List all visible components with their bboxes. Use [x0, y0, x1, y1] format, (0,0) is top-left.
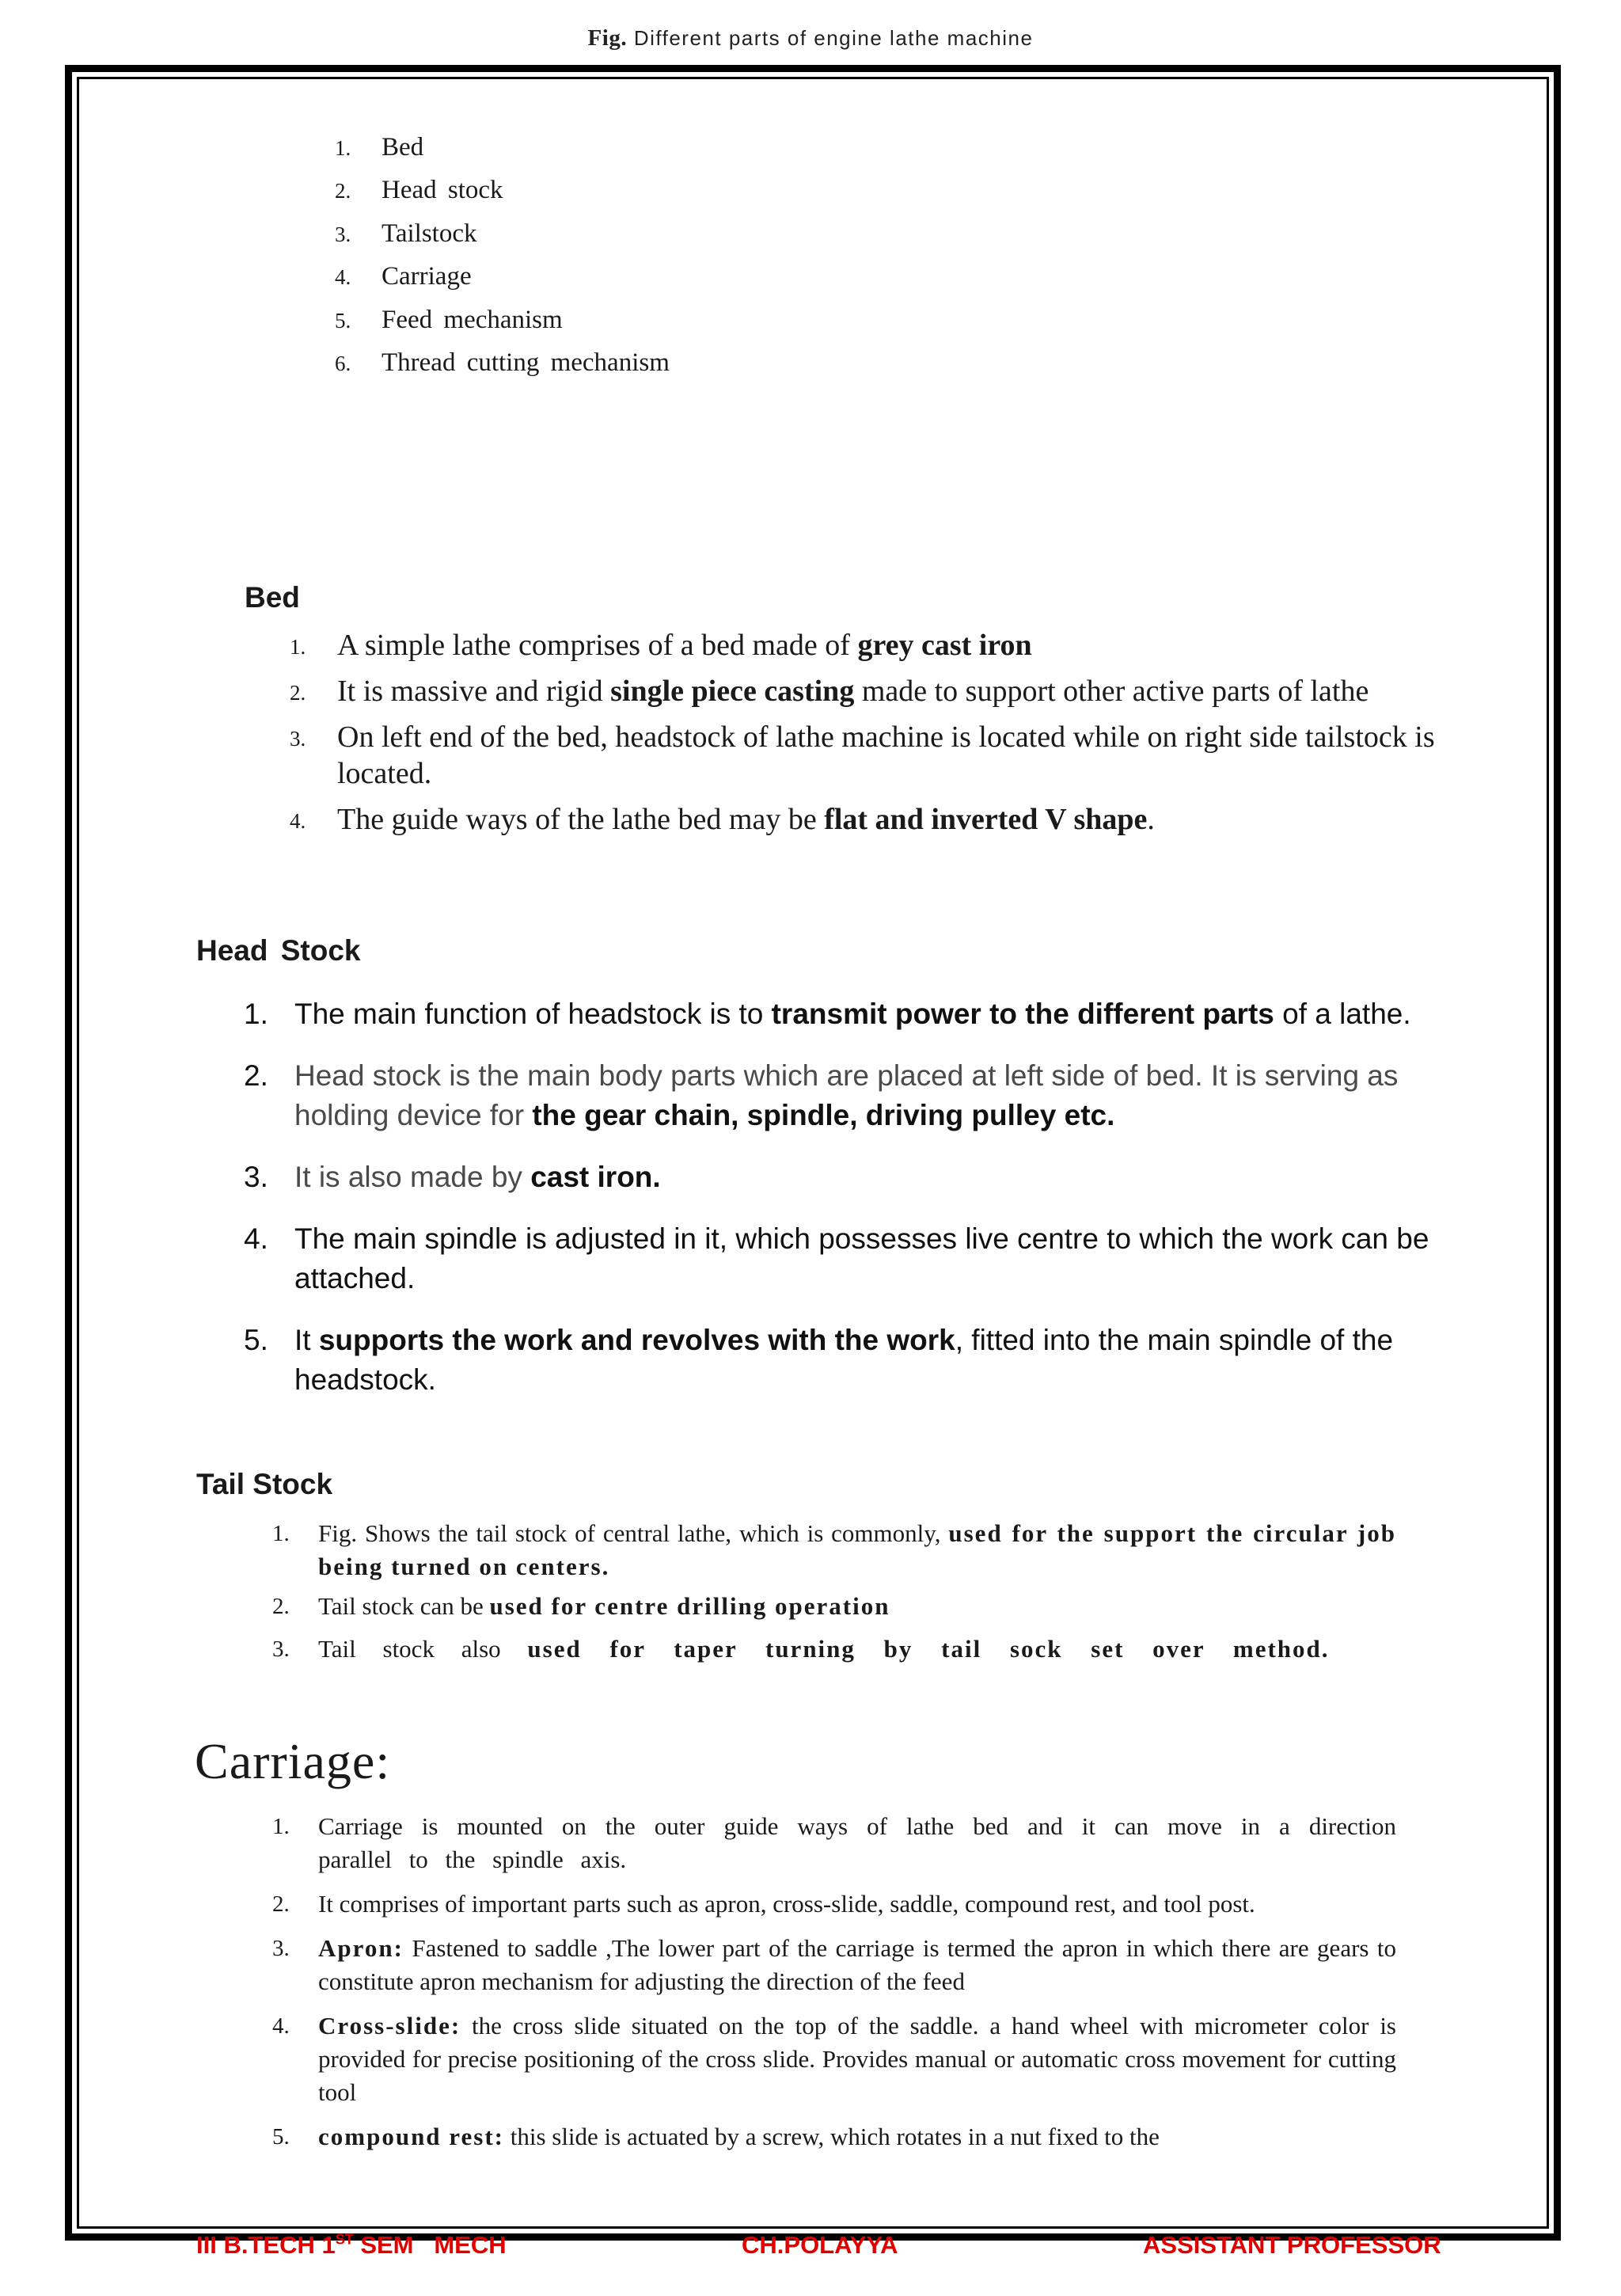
list-item: 3. Tailstock — [335, 219, 477, 248]
footer-author: CH.POLAYYA — [742, 2231, 898, 2259]
list-item: 2. Head stock is the main body parts which are placed at left side of bed. It is serving as holding device for the gear chain, spindle, driving pulley etc. — [244, 1059, 1399, 1131]
tail-stock-list — [196, 1517, 1396, 1677]
head-stock-list — [196, 994, 1463, 1422]
page-footer — [0, 2231, 1621, 2269]
list-item: 2. Tail stock can be used for centre drilling operation — [272, 1592, 890, 1620]
section-heading-tail-stock: Tail Stock — [196, 1468, 333, 1500]
list-item: 4. The main spindle is adjusted in it, which possesses live centre to which the work can be attached. — [244, 1222, 1429, 1294]
bed-list — [245, 627, 1472, 847]
list-item: 3. On left end of the bed, headstock of lathe machine is located while on right side tailstock is located. — [290, 720, 1435, 790]
list-item: 3. Tail stock also used for taper turning by tail sock set over method. — [272, 1635, 1330, 1663]
list-item: 5. Feed mechanism — [335, 305, 563, 334]
section-heading-carriage: Carriage: — [195, 1733, 391, 1789]
list-item: 1. A simple lathe comprises of a bed made of grey cast iron — [290, 629, 1032, 662]
parts-list — [335, 133, 1047, 391]
list-item: 5. It supports the work and revolves with the work, fitted into the main spindle of the headstock. — [244, 1324, 1394, 1396]
list-item: 5. compound rest: this slide is actuated by a screw, which rotates in a nut fixed to the — [272, 2123, 1160, 2150]
carriage-list — [196, 1810, 1396, 2165]
list-item: 1. Carriage is mounted on the outer guide ways of lathe bed and it can move in a direction parallel to the spindle axis. — [272, 1812, 1396, 1873]
list-item: 6. Thread cutting mechanism — [335, 348, 670, 377]
figure-caption — [0, 25, 1621, 51]
list-item: 2. It comprises of important parts such as apron, cross-slide, saddle, compound rest, and tool post. — [272, 1890, 1255, 1918]
caption-text: Different parts of engine lathe machine — [633, 26, 1034, 50]
list-item: 2. It is massive and rigid single piece casting made to support other active parts of lathe — [290, 675, 1369, 708]
list-item: 1. Fig. Shows the tail stock of central lathe, which is commonly, used for the support the circular job being turned on centers. — [272, 1519, 1396, 1580]
footer-course: III B.TECH 1ST SEM MECH — [196, 2231, 507, 2259]
list-item: 1. Bed — [335, 133, 424, 162]
caption-prefix: Fig. — [587, 25, 628, 51]
list-item: 1. The main function of headstock is to transmit power to the different parts of a lathe. — [244, 998, 1411, 1030]
list-item: 4. Cross-slide: the cross slide situated on the top of the saddle. a hand wheel with micrometer color is provided for precise positioning of the cross slide. Provides manual or automatic cross movement for cutting tool — [272, 2012, 1396, 2106]
list-item: 3. Apron: Fastened to saddle ,The lower part of the carriage is termed the apron in which there are gears to constitute apron mechanism for adjusting the direction of the feed — [272, 1934, 1396, 1995]
list-item: 2. Head stock — [335, 176, 503, 205]
list-item: 4. Carriage — [335, 262, 472, 291]
list-item: 3. It is also made by cast iron. — [244, 1161, 661, 1193]
section-heading-bed: Bed — [245, 581, 300, 614]
list-item: 4. The guide ways of the lathe bed may be flat and inverted V shape. — [290, 803, 1155, 836]
section-heading-head-stock: Head Stock — [196, 934, 361, 967]
footer-designation: ASSISTANT PROFESSOR — [1143, 2231, 1441, 2259]
